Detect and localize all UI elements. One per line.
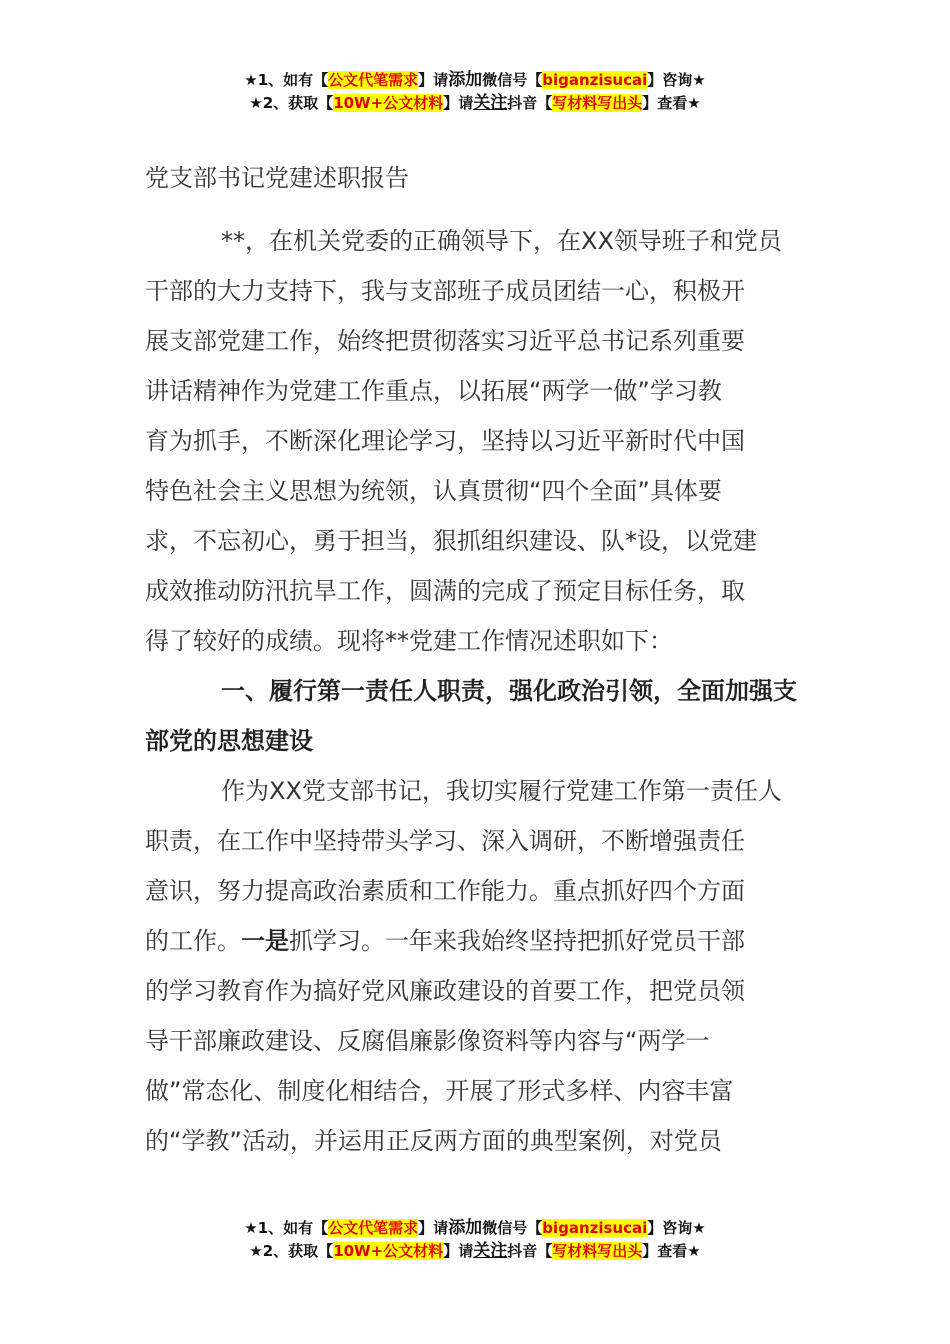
banner-highlight-douyin: 写材料写出头 [552, 94, 643, 112]
banner-text: 抖音【 [507, 1242, 553, 1260]
text-line: 求，不忘初心，勇于担当，狠抓组织建设、队*设，以党建 [145, 527, 757, 555]
banner-text: ★2、获取【 [249, 1242, 334, 1260]
text-line: 作为XX党支部书记，我切实履行党建工作第一责任人 [221, 777, 782, 805]
banner-highlight: 10W+公文材料 [333, 94, 444, 112]
banner-text: ★1、如有【 [244, 71, 329, 89]
bold-marker: 一是 [241, 927, 289, 955]
banner-highlight-wechat: biganzisucai [542, 1219, 648, 1237]
heading-line: 部党的思想建设 [145, 727, 313, 755]
text-line: 得了较好的成绩。现将**党建工作情况述职如下： [145, 627, 673, 655]
banner-emphasis: 关注 [473, 93, 508, 113]
text-fragment: 抓学习。一年来我始终坚持把抓好党员干部 [289, 927, 745, 955]
banner-text: 】查看★ [642, 1242, 701, 1260]
banner-text: 】请 [418, 1219, 449, 1237]
header-banner [0, 69, 950, 115]
text-line: 干部的大力支持下，我与支部班子成员团结一心，积极开 [145, 277, 745, 305]
text-line: 讲话精神作为党建工作重点，以拓展“两学一做”学习教 [145, 377, 722, 405]
banner-line-2 [0, 92, 950, 115]
banner-text: 微信号【 [482, 71, 543, 89]
banner-highlight: 10W+公文材料 [333, 1242, 444, 1260]
banner-emphasis: 关注 [473, 1241, 508, 1261]
banner-highlight: 公文代笔需求 [328, 1219, 419, 1237]
banner-emphasis: 添加 [448, 70, 483, 90]
document-body [145, 156, 805, 1166]
section-heading [145, 666, 805, 766]
text-fragment: 的工作。 [145, 927, 241, 955]
banner-text: 】咨询★ [647, 71, 706, 89]
text-line: 成效推动防汛抗旱工作，圆满的完成了预定目标任务，取 [145, 577, 745, 605]
banner-text: 】请 [418, 71, 449, 89]
text-line: 的“学教”活动，并运用正反两方面的典型案例，对党员 [145, 1127, 722, 1155]
banner-text: 】请 [443, 94, 474, 112]
banner-text: 抖音【 [507, 94, 553, 112]
body-paragraph [145, 766, 805, 1166]
text-line: 职责，在工作中坚持带头学习、深入调研，不断增强责任 [145, 827, 745, 855]
text-line: 特色社会主义思想为统领，认真贯彻“四个全面”具体要 [145, 477, 722, 505]
text-line: 展支部党建工作，始终把贯彻落实习近平总书记系列重要 [145, 327, 745, 355]
text-line: 意识，努力提高政治素质和工作能力。重点抓好四个方面 [145, 877, 745, 905]
document-title: 党支部书记党建述职报告 [145, 164, 409, 192]
text-line: 导干部廉政建设、反腐倡廉影像资料等内容与“两学一 [145, 1027, 710, 1055]
banner-emphasis: 添加 [448, 1218, 483, 1238]
heading-line: 一、履行第一责任人职责，强化政治引领，全面加强支 [221, 677, 797, 705]
text-line: **，在机关党委的正确领导下，在XX领导班子和党员 [221, 227, 782, 255]
banner-line-2 [0, 1240, 950, 1263]
intro-paragraph [145, 216, 805, 666]
banner-text: 】咨询★ [647, 1219, 706, 1237]
footer-banner [0, 1217, 950, 1263]
banner-text: 微信号【 [482, 1219, 543, 1237]
banner-highlight: 公文代笔需求 [328, 71, 419, 89]
banner-highlight-wechat: biganzisucai [542, 71, 648, 89]
banner-text: 】请 [443, 1242, 474, 1260]
banner-text: 】查看★ [642, 94, 701, 112]
banner-text: ★2、获取【 [249, 94, 334, 112]
text-line [145, 916, 805, 966]
text-line: 的学习教育作为搞好党风廉政建设的首要工作，把党员领 [145, 977, 745, 1005]
banner-text: ★1、如有【 [244, 1219, 329, 1237]
text-line: 育为抓手，不断深化理论学习，坚持以习近平新时代中国 [145, 427, 745, 455]
text-line: 做”常态化、制度化相结合，开展了形式多样、内容丰富 [145, 1077, 734, 1105]
banner-highlight-douyin: 写材料写出头 [552, 1242, 643, 1260]
banner-line-1 [0, 69, 950, 92]
banner-line-1 [0, 1217, 950, 1240]
